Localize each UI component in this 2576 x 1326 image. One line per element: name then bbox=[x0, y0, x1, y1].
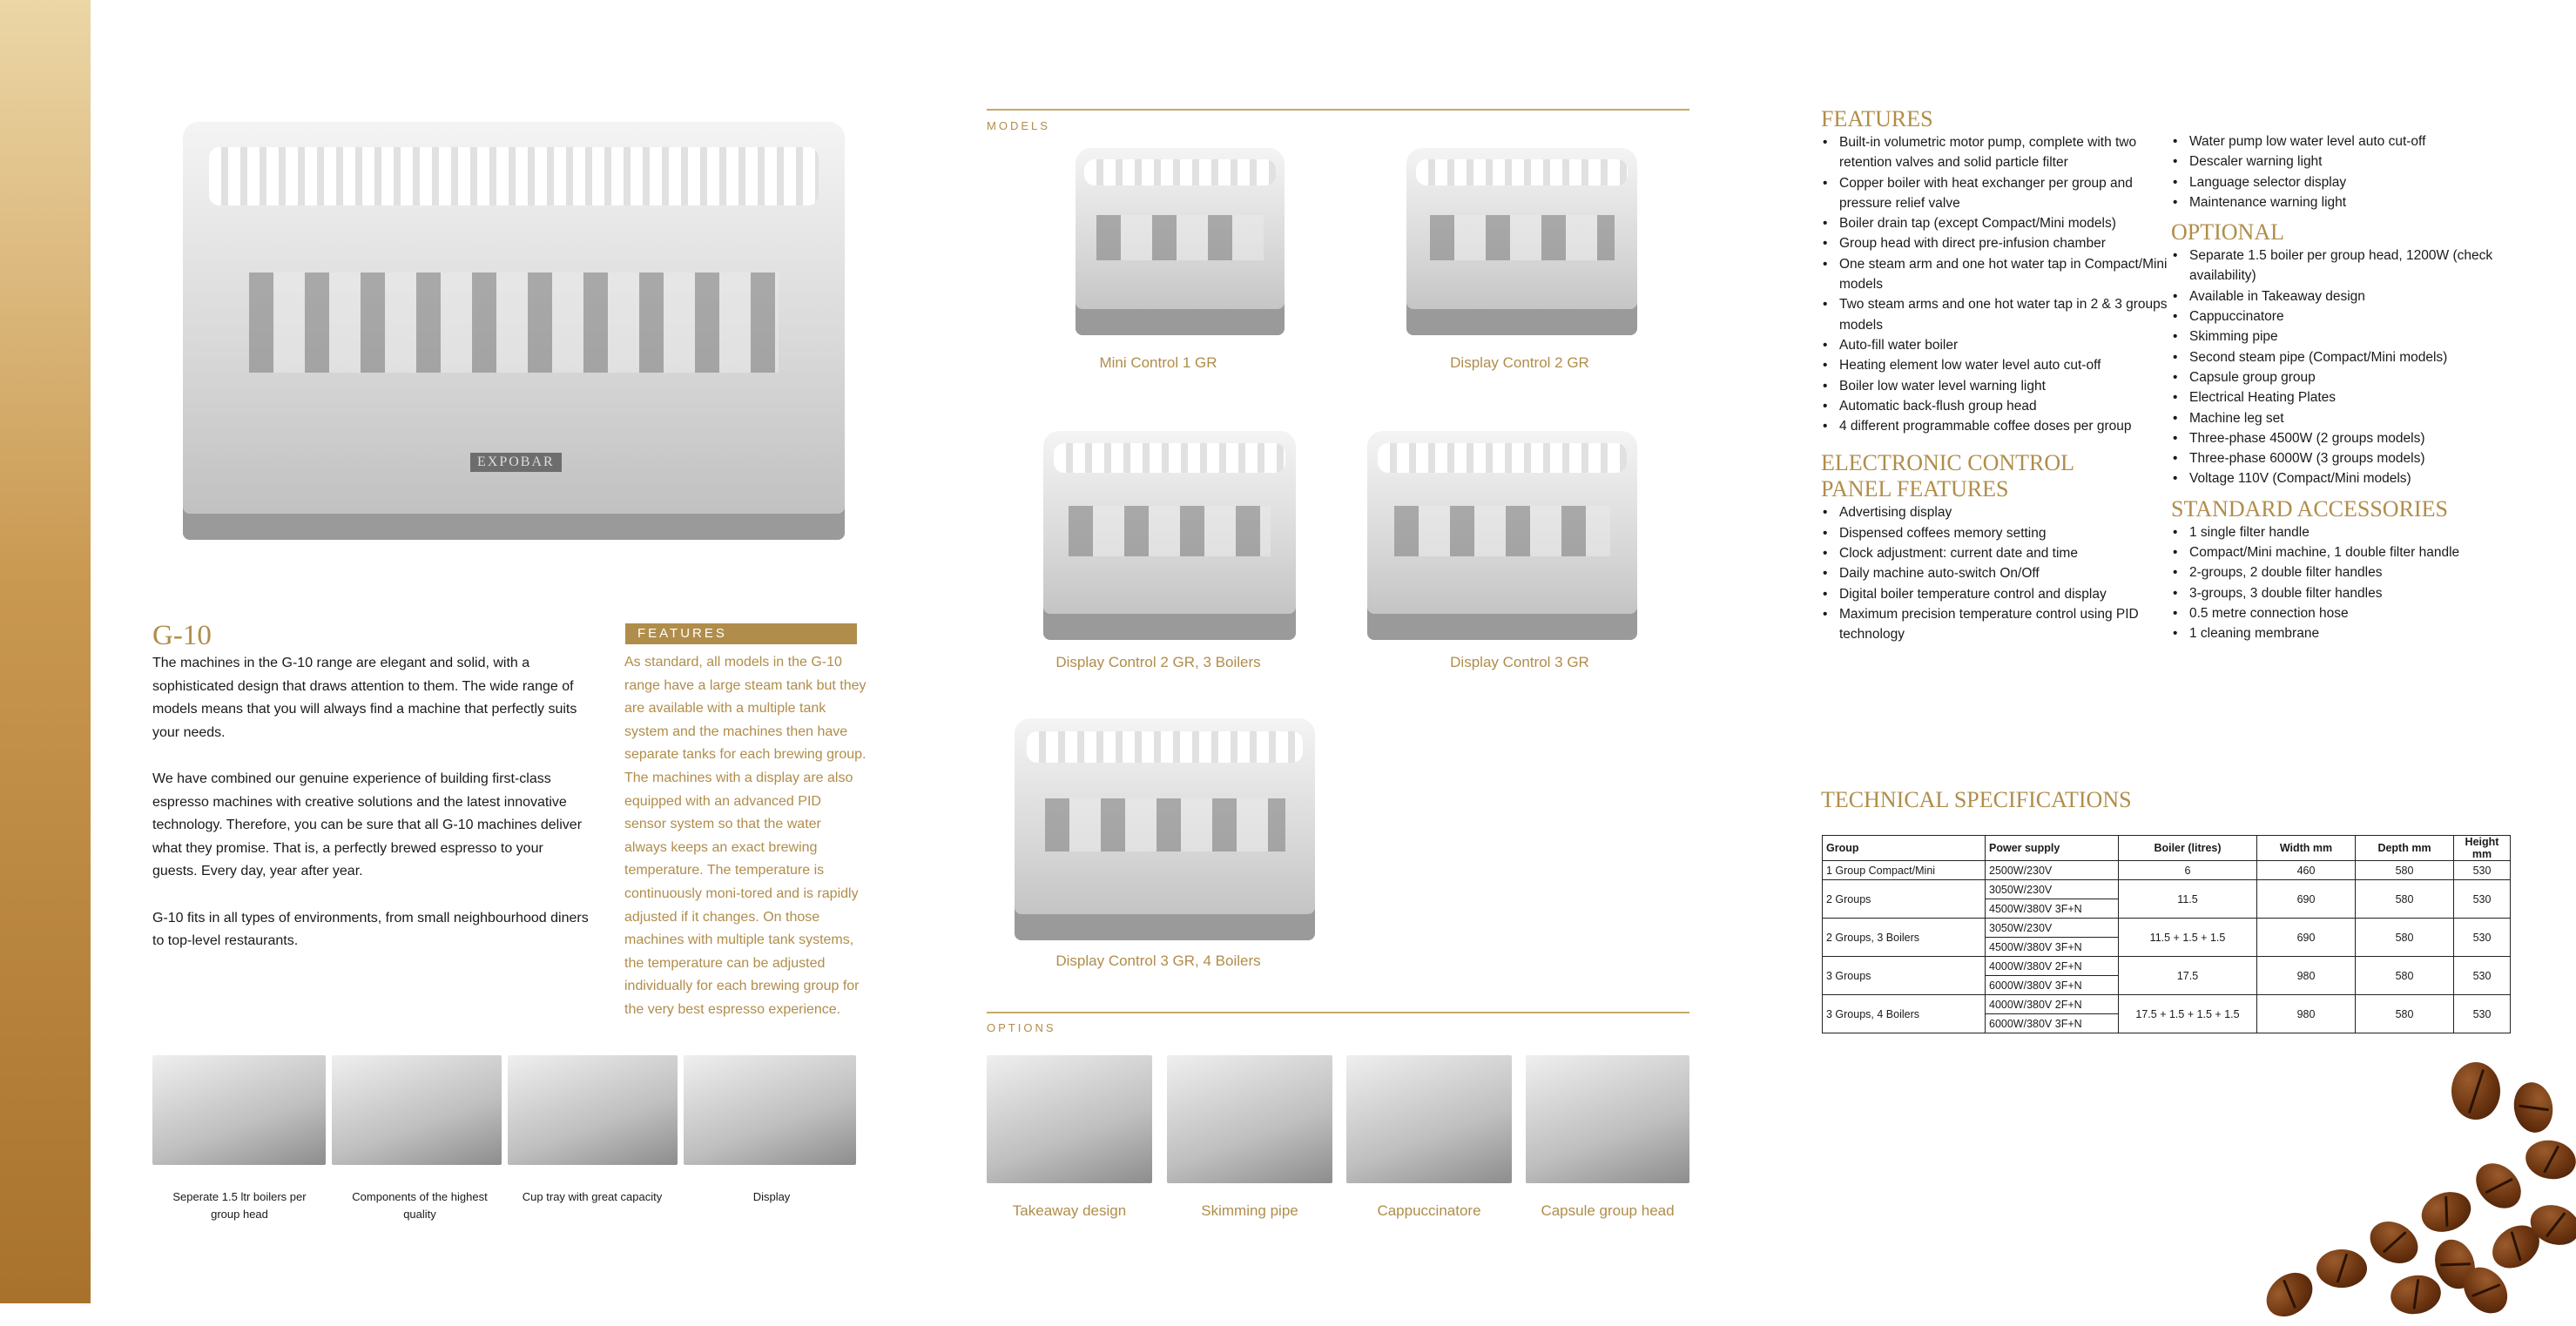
table-row bbox=[1823, 861, 2511, 880]
column-header: Group bbox=[1823, 836, 1986, 861]
intro-paragraph: G-10 fits in all types of environments, from small neighbourhood diners to top-level restaurants. bbox=[152, 910, 589, 948]
specs-title: TECHNICAL SPECIFICATIONS bbox=[1821, 787, 2132, 812]
cell-depth: 580 bbox=[2356, 861, 2454, 880]
model-caption: Display Control 2 GR bbox=[1450, 354, 1589, 371]
list-item: • Group head with direct pre-infusion chamber bbox=[1821, 233, 2169, 253]
features-section bbox=[1821, 106, 2169, 645]
detail-caption: Cup tray with great capacity bbox=[522, 1190, 663, 1203]
list-item: • 1 single filter handle bbox=[2171, 522, 2519, 542]
table-header-row bbox=[1823, 836, 2511, 861]
features-label: FEATURES bbox=[625, 623, 857, 644]
cell-group: 2 Groups bbox=[1823, 880, 1986, 919]
cell-power: 3050W/230V bbox=[1986, 880, 2119, 899]
option-caption: Takeaway design bbox=[1012, 1202, 1127, 1219]
coffee-bean bbox=[2388, 1271, 2445, 1317]
hero-machine-image bbox=[183, 122, 845, 540]
list-item: • Daily machine auto-switch On/Off bbox=[1821, 563, 2169, 583]
cell-height: 530 bbox=[2454, 861, 2511, 880]
cell-group: 1 Group Compact/Mini bbox=[1823, 861, 1986, 880]
cell-boiler: 11.5 bbox=[2119, 880, 2257, 919]
list-item: • 1 cleaning membrane bbox=[2171, 623, 2519, 643]
list-item: • 3-groups, 3 double filter handles bbox=[2171, 583, 2519, 603]
list-item: • Clock adjustment: current date and time bbox=[1821, 543, 2169, 563]
column-header: Width mm bbox=[2257, 836, 2356, 861]
section-title: STANDARD ACCESSORIES bbox=[2171, 495, 2448, 522]
option-image-takeaway bbox=[987, 1055, 1152, 1183]
option-image-skimming bbox=[1167, 1055, 1332, 1183]
list-item: • Voltage 110V (Compact/Mini models) bbox=[2171, 468, 2519, 488]
page-title: G-10 bbox=[152, 620, 212, 651]
coffee-bean bbox=[2258, 1264, 2322, 1326]
section-title bbox=[1821, 450, 2169, 502]
detail-thumb-cup-tray bbox=[508, 1055, 678, 1165]
list-item: • Compact/Mini machine, 1 double filter handle bbox=[2171, 542, 2519, 562]
detail-caption: Seperate 1.5 ltr boilers per group head bbox=[172, 1190, 307, 1221]
detail-caption: Components of the highest quality bbox=[352, 1190, 488, 1221]
list-item: • Separate 1.5 boiler per group head, 1200W (check availability) bbox=[2171, 246, 2519, 286]
cell-power: 6000W/380V 3F+N bbox=[1986, 1014, 2119, 1033]
title-line: PANEL FEATURES bbox=[1821, 476, 2009, 502]
option-caption: Skimming pipe bbox=[1201, 1202, 1298, 1219]
list-item: • Two steam arms and one hot water tap in 2 & 3 groups models bbox=[1821, 294, 2169, 335]
cell-height: 530 bbox=[2454, 995, 2511, 1033]
table-row bbox=[1823, 919, 2511, 938]
model-image-display-2gr-3b bbox=[1043, 431, 1296, 640]
coffee-bean bbox=[2523, 1136, 2576, 1182]
list-item: • Second steam pipe (Compact/Mini models) bbox=[2171, 347, 2519, 367]
list-item: • 2-groups, 2 double filter handles bbox=[2171, 562, 2519, 582]
options-rule bbox=[987, 1012, 1689, 1013]
column-header: Depth mm bbox=[2356, 836, 2454, 861]
cell-height: 530 bbox=[2454, 919, 2511, 957]
cell-power: 3050W/230V bbox=[1986, 919, 2119, 938]
list-item: • Automatic back-flush group head bbox=[1821, 396, 2169, 416]
list-item: • Maximum precision temperature control using PID technology bbox=[1821, 604, 2169, 645]
intro-paragraph: We have combined our genuine experience of building first-class espresso machines with creative solutions and the latest innovative technology. Therefore, you can be sure that all G-10 machines deliver what they promise. That is, a perfectly brewed espresso to your guests. Every day, year after year. bbox=[152, 771, 583, 878]
brand-plate: EXPOBAR bbox=[470, 453, 562, 472]
cell-group: 3 Groups, 4 Boilers bbox=[1823, 995, 1986, 1033]
cell-power: 4500W/380V 3F+N bbox=[1986, 938, 2119, 957]
detail-thumb-display bbox=[684, 1055, 856, 1165]
list-item: • 0.5 metre connection hose bbox=[2171, 603, 2519, 623]
cell-depth: 580 bbox=[2356, 880, 2454, 919]
cell-power: 2500W/230V bbox=[1986, 861, 2119, 880]
model-caption: Display Control 3 GR, 4 Boilers bbox=[1055, 952, 1261, 969]
list-item: • Machine leg set bbox=[2171, 408, 2519, 428]
cell-depth: 580 bbox=[2356, 995, 2454, 1033]
list-item: • Skimming pipe bbox=[2171, 326, 2519, 347]
list-item: • Available in Takeaway design bbox=[2171, 286, 2519, 306]
model-image-display-3gr bbox=[1367, 431, 1637, 640]
cell-boiler: 17.5 bbox=[2119, 957, 2257, 995]
column-header: Height mm bbox=[2454, 836, 2511, 861]
list-item: • Advertising display bbox=[1821, 502, 2169, 522]
list-item: • Heating element low water level auto cut-off bbox=[1821, 355, 2169, 375]
cell-power: 4000W/380V 2F+N bbox=[1986, 995, 2119, 1014]
list-item: • Copper boiler with heat exchanger per group and pressure relief valve bbox=[1821, 173, 2169, 214]
coffee-bean bbox=[2363, 1213, 2425, 1271]
model-caption: Display Control 3 GR bbox=[1450, 654, 1589, 670]
features-paragraph: As standard, all models in the G-10 range have a large steam tank but they are available with a multiple tank system and the machines then have separate tanks for each brewing group. The machines with a display are also equipped with an advanced PID sensor system so that the water always keeps an exact brewing temperature. The temperature is continuously moni-tored and is rapidly adjusted if it changes. On those machines with multiple tank systems, the temperature can be adjusted individually for each brewing group for the very best espresso experience. bbox=[624, 655, 867, 1017]
optional-list bbox=[2171, 246, 2519, 489]
cell-height: 530 bbox=[2454, 957, 2511, 995]
coffee-bean bbox=[2451, 1062, 2500, 1120]
model-image-display-2gr bbox=[1406, 148, 1637, 335]
intro-text bbox=[152, 652, 590, 977]
cell-boiler: 17.5 + 1.5 + 1.5 + 1.5 bbox=[2119, 995, 2257, 1033]
table-row bbox=[1823, 880, 2511, 899]
list-item: • One steam arm and one hot water tap in Compact/Mini models bbox=[1821, 254, 2169, 295]
gold-side-band bbox=[0, 0, 91, 1303]
list-item: • Auto-fill water boiler bbox=[1821, 335, 2169, 355]
list-item: • Language selector display bbox=[2171, 172, 2519, 192]
title-line: ELECTRONIC CONTROL bbox=[1821, 450, 2075, 476]
list-item: • Dispensed coffees memory setting bbox=[1821, 523, 2169, 543]
coffee-bean bbox=[2467, 1154, 2530, 1217]
cell-width: 690 bbox=[2257, 880, 2356, 919]
cell-width: 460 bbox=[2257, 861, 2356, 880]
cell-depth: 580 bbox=[2356, 919, 2454, 957]
model-caption: Mini Control 1 GR bbox=[1099, 354, 1217, 371]
list-item: • 4 different programmable coffee doses per group bbox=[1821, 416, 2169, 436]
models-rule bbox=[987, 109, 1689, 111]
cell-group: 3 Groups bbox=[1823, 957, 1986, 995]
option-image-capsule bbox=[1526, 1055, 1689, 1183]
options-section bbox=[2171, 131, 2519, 644]
list-item: • Cappuccinatore bbox=[2171, 306, 2519, 326]
section-title: OPTIONAL bbox=[2171, 219, 2284, 246]
column-header: Power supply bbox=[1986, 836, 2119, 861]
list-item: • Built-in volumetric motor pump, complete with two retention valves and solid particle filter bbox=[1821, 132, 2169, 173]
features-list-continued bbox=[2171, 131, 2519, 212]
cell-height: 530 bbox=[2454, 880, 2511, 919]
model-image-display-3gr-4b bbox=[1015, 718, 1315, 940]
cell-power: 4000W/380V 2F+N bbox=[1986, 957, 2119, 976]
coffee-bean bbox=[2416, 1185, 2477, 1238]
model-caption: Display Control 2 GR, 3 Boilers bbox=[1055, 654, 1261, 670]
list-item: • Digital boiler temperature control and display bbox=[1821, 584, 2169, 604]
option-caption: Cappuccinatore bbox=[1377, 1202, 1481, 1219]
accessories-list bbox=[2171, 522, 2519, 644]
cell-boiler: 6 bbox=[2119, 861, 2257, 880]
cell-group: 2 Groups, 3 Boilers bbox=[1823, 919, 1986, 957]
cell-width: 690 bbox=[2257, 919, 2356, 957]
list-item: • Maintenance warning light bbox=[2171, 192, 2519, 212]
list-item: • Descaler warning light bbox=[2171, 151, 2519, 172]
intro-paragraph: The machines in the G-10 range are elegant and solid, with a sophisticated design that draws attention to them. The wide range of models means that you will always find a machine that perfectly suits your needs. bbox=[152, 656, 577, 740]
coffee-bean bbox=[2510, 1080, 2556, 1136]
list-item: • Water pump low water level auto cut-off bbox=[2171, 131, 2519, 151]
table-row bbox=[1823, 995, 2511, 1014]
models-label: MODELS bbox=[987, 119, 1050, 132]
features-list bbox=[1821, 132, 2169, 436]
cell-width: 980 bbox=[2257, 957, 2356, 995]
coffee-beans-image bbox=[2055, 1036, 2576, 1303]
list-item: • Boiler drain tap (except Compact/Mini models) bbox=[1821, 213, 2169, 233]
specs-table bbox=[1822, 835, 2511, 1033]
options-label: OPTIONS bbox=[987, 1021, 1056, 1034]
detail-thumb-boilers bbox=[152, 1055, 326, 1165]
cell-power: 6000W/380V 3F+N bbox=[1986, 976, 2119, 995]
option-caption: Capsule group head bbox=[1541, 1202, 1675, 1219]
table-row bbox=[1823, 957, 2511, 976]
cell-power: 4500W/380V 3F+N bbox=[1986, 899, 2119, 919]
detail-thumb-components bbox=[332, 1055, 502, 1165]
coffee-bean bbox=[2316, 1249, 2367, 1288]
cell-width: 980 bbox=[2257, 995, 2356, 1033]
column-header: Boiler (litres) bbox=[2119, 836, 2257, 861]
option-image-cappuccinatore bbox=[1346, 1055, 1512, 1183]
list-item: • Three-phase 6000W (3 groups models) bbox=[2171, 448, 2519, 468]
list-item: • Three-phase 4500W (2 groups models) bbox=[2171, 428, 2519, 448]
detail-caption: Display bbox=[752, 1190, 791, 1203]
list-item: • Boiler low water level warning light bbox=[1821, 376, 2169, 396]
model-image-mini bbox=[1076, 148, 1285, 335]
electronic-list bbox=[1821, 502, 2169, 644]
cell-boiler: 11.5 + 1.5 + 1.5 bbox=[2119, 919, 2257, 957]
list-item: • Capsule group group bbox=[2171, 367, 2519, 387]
list-item: • Electrical Heating Plates bbox=[2171, 387, 2519, 407]
section-title: FEATURES bbox=[1821, 106, 1933, 131]
cell-depth: 580 bbox=[2356, 957, 2454, 995]
